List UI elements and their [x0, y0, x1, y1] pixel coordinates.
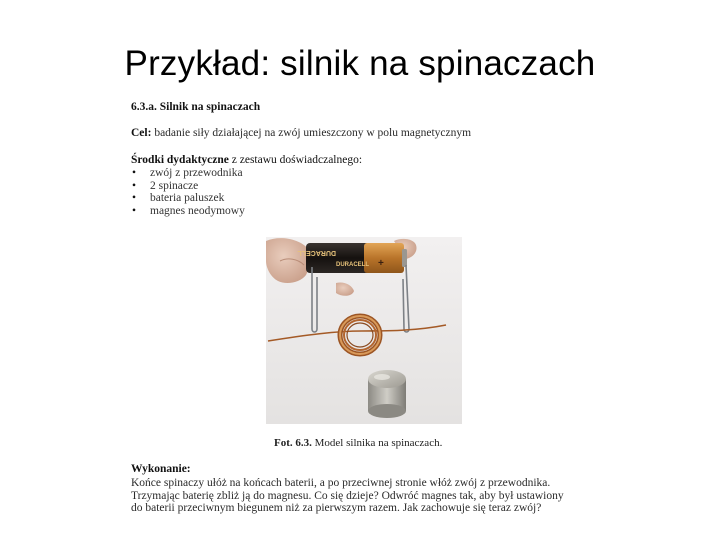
procedure-line: Końce spinaczy ułóż na końcach baterii, a po przeciwnej stronie włóż zwój z przewodnika. — [131, 477, 551, 489]
procedure-line: do baterii przeciwnym biegunem niż za pierwszym razem. Jak zachowuje się teraz zwój? — [131, 502, 542, 514]
list-item: • bateria paluszek — [131, 192, 245, 205]
left-hand-shape — [266, 238, 310, 283]
procedure-line: Trzymając baterię zbliż ją do magnesu. Co się dzieje? Odwróć magnes tak, aby był ustawiony — [131, 489, 564, 502]
motor-photo — [266, 237, 462, 424]
caption-label: Fot. 6.3. — [274, 437, 312, 449]
goal-label: Cel: — [131, 127, 152, 139]
battery-plus-sign: + — [378, 258, 384, 269]
list-item: • magnes neodymowy — [131, 205, 245, 218]
list-item: • 2 spinacze — [131, 180, 245, 193]
materials-heading-bold: Środki dydaktyczne — [131, 154, 229, 166]
section-heading: 6.3.a. Silnik na spinaczach — [131, 101, 261, 113]
battery-shape — [297, 243, 407, 273]
magnet-shape — [368, 370, 406, 418]
photo-caption — [274, 437, 442, 449]
procedure-text — [131, 477, 601, 515]
procedure-heading: Wykonanie: — [131, 463, 191, 475]
materials-heading-rest: z zestawu doświadczalnego: — [228, 154, 363, 166]
caption-text: Model silnika na spinaczach. — [311, 437, 443, 449]
materials-list — [131, 167, 245, 217]
materials-heading — [131, 154, 362, 166]
motor-photo-illustration — [266, 237, 462, 424]
battery-brand-label: DURACELL — [297, 249, 336, 256]
goal-line — [131, 127, 471, 139]
slide-title: Przykład: silnik na spinaczach — [124, 44, 596, 83]
goal-text: badanie siły działającej na zwój umieszczony w polu magnetycznym — [151, 127, 472, 139]
battery-brand-label-lower: DURACELL — [336, 262, 369, 268]
list-item: • zwój z przewodnika — [131, 167, 245, 180]
